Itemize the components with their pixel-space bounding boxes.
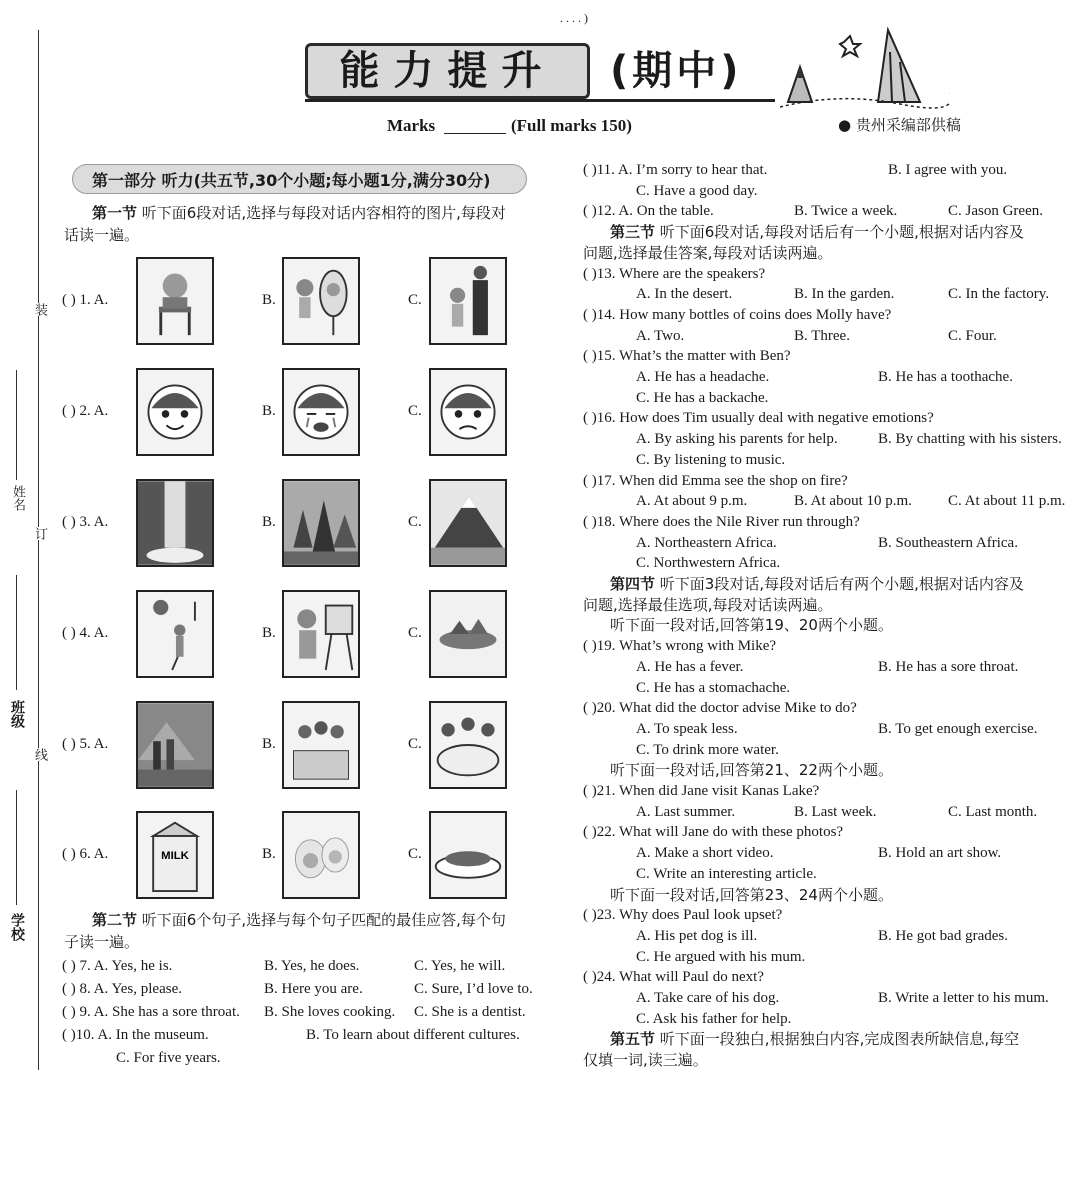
pic-question-5: ( ) 5. A. bbox=[62, 736, 109, 752]
option-letter: C. bbox=[408, 292, 422, 308]
school-line bbox=[16, 790, 17, 905]
q17: ( )17. When did Emma see the shop on fire? bbox=[583, 472, 848, 489]
hiking-picture bbox=[136, 701, 214, 789]
q23-a: A. His pet dog is ill. bbox=[636, 927, 758, 944]
dinner-icon bbox=[431, 703, 505, 787]
q7: ( ) 7. A. Yes, he is. bbox=[62, 958, 173, 974]
q10-c: C. For five years. bbox=[116, 1050, 221, 1066]
class-line bbox=[16, 575, 17, 690]
q8: ( ) 8. A. Yes, please. bbox=[62, 981, 182, 997]
q17-a: A. At about 9 p.m. bbox=[636, 493, 748, 510]
option-letter: C. bbox=[408, 403, 422, 419]
girl-at-desk-picture bbox=[136, 257, 214, 345]
lake-icon bbox=[431, 592, 505, 676]
milk-label: MILK bbox=[161, 849, 189, 862]
q21-a: A. Last summer. bbox=[636, 803, 736, 820]
sec1-heading bbox=[92, 203, 506, 223]
q22-b: B. Hold an art show. bbox=[878, 845, 1002, 862]
q21-c: C. Last month. bbox=[948, 803, 1038, 820]
milk-carton-icon bbox=[138, 813, 212, 897]
pencil-decoration-icon bbox=[780, 22, 950, 112]
pic-question-4: ( ) 4. A. bbox=[62, 625, 109, 641]
happy-face-picture bbox=[136, 368, 214, 456]
q12-c: C. Jason Green. bbox=[948, 203, 1043, 220]
option-letter: C. bbox=[408, 846, 422, 862]
q12-b: B. Twice a week. bbox=[794, 203, 898, 220]
q11-c: C. Have a good day. bbox=[636, 182, 758, 199]
party-picture bbox=[282, 701, 360, 789]
crying-face-picture bbox=[282, 368, 360, 456]
page-title-suffix: (期中) bbox=[610, 48, 743, 94]
party-icon bbox=[284, 703, 358, 787]
option-letter: B. bbox=[262, 514, 276, 530]
sec3-title: 第三节 bbox=[610, 223, 656, 242]
sec4-title: 第四节 bbox=[610, 575, 656, 593]
q24: ( )24. What will Paul do next? bbox=[583, 969, 764, 986]
q22-a: A. Make a short video. bbox=[636, 845, 774, 862]
q11-b: B. I agree with you. bbox=[888, 162, 1008, 178]
waterfall-picture bbox=[136, 479, 214, 567]
q17-b: B. At about 10 p.m. bbox=[794, 493, 912, 510]
q9: ( ) 9. A. She has a sore throat. bbox=[62, 1004, 240, 1020]
q12: ( )12. A. On the table. bbox=[583, 203, 714, 220]
girl-at-mirror-picture bbox=[282, 257, 360, 345]
q17-c: C. At about 11 p.m. bbox=[948, 493, 1066, 510]
q24-c: C. Ask his father for help. bbox=[636, 1010, 792, 1027]
q19-a: A. He has a fever. bbox=[636, 658, 744, 675]
q20-b: B. To get enough exercise. bbox=[878, 720, 1038, 737]
option-letter: C. bbox=[408, 736, 422, 752]
girl-at-mirror-icon bbox=[284, 259, 358, 343]
q19-c: C. He has a stomachache. bbox=[636, 679, 791, 696]
binding-zhuang: 装 bbox=[32, 303, 47, 316]
q16-c: C. By listening to music. bbox=[636, 451, 786, 468]
q23-b: B. He got bad grades. bbox=[878, 927, 1008, 944]
q15-c: C. He has a backache. bbox=[636, 389, 769, 406]
binding-ding: 订 bbox=[32, 527, 47, 540]
part1-title: 第一部分 听力(共五节,30个小题;每小题1分,满分30分) bbox=[92, 171, 491, 190]
q16-a: A. By asking his parents for help. bbox=[636, 431, 838, 448]
q19-b: B. He has a sore throat. bbox=[878, 658, 1019, 675]
option-letter: B. bbox=[262, 736, 276, 752]
q20: ( )20. What did the doctor advise Mike to do? bbox=[583, 700, 857, 717]
sec3-desc-2: 问题,选择最佳答案,每段对话读两遍。 bbox=[583, 243, 833, 262]
marks-label: Marks bbox=[387, 116, 436, 135]
eggs-picture bbox=[282, 811, 360, 899]
title-underline bbox=[305, 99, 775, 102]
name-label: 姓名 bbox=[10, 485, 25, 511]
sub-instruction-2: 听下面一段对话,回答第21、22两个小题。 bbox=[610, 761, 893, 780]
q13-b: B. In the garden. bbox=[794, 286, 895, 303]
sec3-desc: 听下面6段对话,每段对话后有一个小题,根据对话内容及 bbox=[659, 223, 1024, 242]
q9-c: C. She is a dentist. bbox=[414, 1004, 526, 1020]
sec2-title: 第二节 bbox=[92, 911, 138, 929]
q21-b: B. Last week. bbox=[794, 803, 877, 820]
lake-picture bbox=[429, 590, 507, 678]
marks-blank bbox=[444, 133, 506, 134]
q14-c: C. Four. bbox=[948, 327, 997, 344]
q24-a: A. Take care of his dog. bbox=[636, 990, 780, 1006]
sec5-heading bbox=[610, 1029, 1019, 1049]
sec4-heading bbox=[610, 574, 1024, 594]
girl-with-woman-icon bbox=[431, 259, 505, 343]
pic-question-1: ( ) 1. A. bbox=[62, 292, 109, 308]
q21: ( )21. When did Jane visit Kanas Lake? bbox=[583, 783, 820, 799]
page-title: 能力提升 bbox=[339, 48, 556, 94]
q14: ( )14. How many bottles of coins does Molly have? bbox=[583, 306, 892, 323]
q14-b: B. Three. bbox=[794, 327, 850, 344]
mountain-picture bbox=[429, 479, 507, 567]
worried-face-picture bbox=[429, 368, 507, 456]
girl-with-woman-picture bbox=[429, 257, 507, 345]
name-line bbox=[16, 370, 17, 480]
q19: ( )19. What’s wrong with Mike? bbox=[583, 638, 777, 655]
q20-a: A. To speak less. bbox=[636, 720, 738, 737]
option-letter: B. bbox=[262, 846, 276, 862]
sub-instruction-1: 听下面一段对话,回答第19、20两个小题。 bbox=[610, 616, 893, 635]
top-marks: . . . . ) bbox=[560, 11, 588, 25]
sec3-heading bbox=[610, 222, 1024, 242]
q18-c: C. Northwestern Africa. bbox=[636, 555, 781, 572]
q23-c: C. He argued with his mum. bbox=[636, 948, 806, 965]
full-marks: (Full marks 150) bbox=[511, 116, 632, 135]
fish-plate-icon bbox=[431, 813, 505, 897]
waterfall-icon bbox=[138, 481, 212, 565]
q15-a: A. He has a headache. bbox=[636, 369, 770, 385]
sec2-heading bbox=[92, 910, 506, 930]
q14-a: A. Two. bbox=[636, 327, 685, 344]
painting-icon bbox=[284, 592, 358, 676]
binding-line bbox=[38, 30, 39, 1070]
sub-instruction-3: 听下面一段对话,回答第23、24两个小题。 bbox=[610, 885, 893, 904]
q10: ( )10. A. In the museum. bbox=[62, 1027, 209, 1043]
sec1-desc-2: 话读一遍。 bbox=[64, 226, 140, 244]
hiking-icon bbox=[138, 703, 212, 787]
q10-b: B. To learn about different cultures. bbox=[306, 1027, 520, 1043]
binding-xian: 线 bbox=[32, 748, 47, 761]
sec2-desc: 听下面6个句子,选择与每个句子匹配的最佳应答,每个句 bbox=[141, 911, 506, 929]
q20-c: C. To drink more water. bbox=[636, 741, 779, 758]
fish-plate-picture bbox=[429, 811, 507, 899]
sec5-desc: 听下面一段独白,根据独白内容,完成图表所缺信息,每空 bbox=[659, 1030, 1020, 1049]
q13-a: A. In the desert. bbox=[636, 286, 733, 303]
worried-face-icon bbox=[431, 370, 505, 454]
sec1-desc: 听下面6段对话,选择与每段对话内容相符的图片,每段对 bbox=[141, 204, 506, 222]
forest-icon bbox=[284, 481, 358, 565]
pic-question-3: ( ) 3. A. bbox=[62, 514, 109, 530]
sec4-desc: 听下面3段对话,每段对话后有两个小题,根据对话内容及 bbox=[659, 575, 1024, 593]
q22: ( )22. What will Jane do with these photos? bbox=[583, 824, 844, 841]
milk-carton-picture bbox=[136, 811, 214, 899]
q15-b: B. He has a toothache. bbox=[878, 369, 1013, 385]
mountain-icon bbox=[431, 481, 505, 565]
q16-b: B. By chatting with his sisters. bbox=[878, 431, 1062, 448]
school-label: 学校 bbox=[9, 913, 25, 941]
basketball-icon bbox=[138, 592, 212, 676]
sec5-title: 第五节 bbox=[610, 1030, 656, 1049]
dinner-picture bbox=[429, 701, 507, 789]
q22-c: C. Write an interesting article. bbox=[636, 865, 817, 882]
sec2-desc-2: 子读一遍。 bbox=[64, 933, 140, 951]
basketball-picture bbox=[136, 590, 214, 678]
q18-a: A. Northeastern Africa. bbox=[636, 534, 777, 551]
option-letter: B. bbox=[262, 625, 276, 641]
source-credit: ● 贵州采编部供稿 bbox=[838, 116, 961, 134]
q7-c: C. Yes, he will. bbox=[414, 958, 506, 974]
pic-question-6: ( ) 6. A. bbox=[62, 846, 109, 862]
q9-b: B. She loves cooking. bbox=[264, 1004, 396, 1020]
q24-b: B. Write a letter to his mum. bbox=[878, 990, 1049, 1006]
q8-b: B. Here you are. bbox=[264, 981, 363, 997]
option-letter: B. bbox=[262, 403, 276, 419]
crying-face-icon bbox=[284, 370, 358, 454]
q7-b: B. Yes, he does. bbox=[264, 958, 360, 974]
q18-b: B. Southeastern Africa. bbox=[878, 534, 1018, 551]
painting-picture bbox=[282, 590, 360, 678]
option-letter: C. bbox=[408, 625, 422, 641]
q13: ( )13. Where are the speakers? bbox=[583, 265, 766, 282]
forest-picture bbox=[282, 479, 360, 567]
q16: ( )16. How does Tim usually deal with negative emotions? bbox=[583, 410, 934, 427]
pic-question-2: ( ) 2. A. bbox=[62, 403, 109, 419]
option-letter: B. bbox=[262, 292, 276, 308]
class-label: 班级 bbox=[9, 700, 25, 728]
sec5-desc-2: 仅填一词,读三遍。 bbox=[583, 1051, 708, 1070]
girl-at-desk-icon bbox=[138, 259, 212, 343]
q23: ( )23. Why does Paul look upset? bbox=[583, 907, 783, 924]
eggs-icon bbox=[284, 813, 358, 897]
q8-c: C. Sure, I’d love to. bbox=[414, 981, 533, 997]
happy-face-icon bbox=[138, 370, 212, 454]
q13-c: C. In the factory. bbox=[948, 286, 1050, 303]
q11: ( )11. A. I’m sorry to hear that. bbox=[583, 162, 768, 178]
q15: ( )15. What’s the matter with Ben? bbox=[583, 348, 791, 365]
q18: ( )18. Where does the Nile River run through? bbox=[583, 513, 860, 530]
sec4-desc-2: 问题,选择最佳选项,每段对话读两遍。 bbox=[583, 595, 833, 614]
option-letter: C. bbox=[408, 514, 422, 530]
sec1-title: 第一节 bbox=[92, 204, 138, 222]
